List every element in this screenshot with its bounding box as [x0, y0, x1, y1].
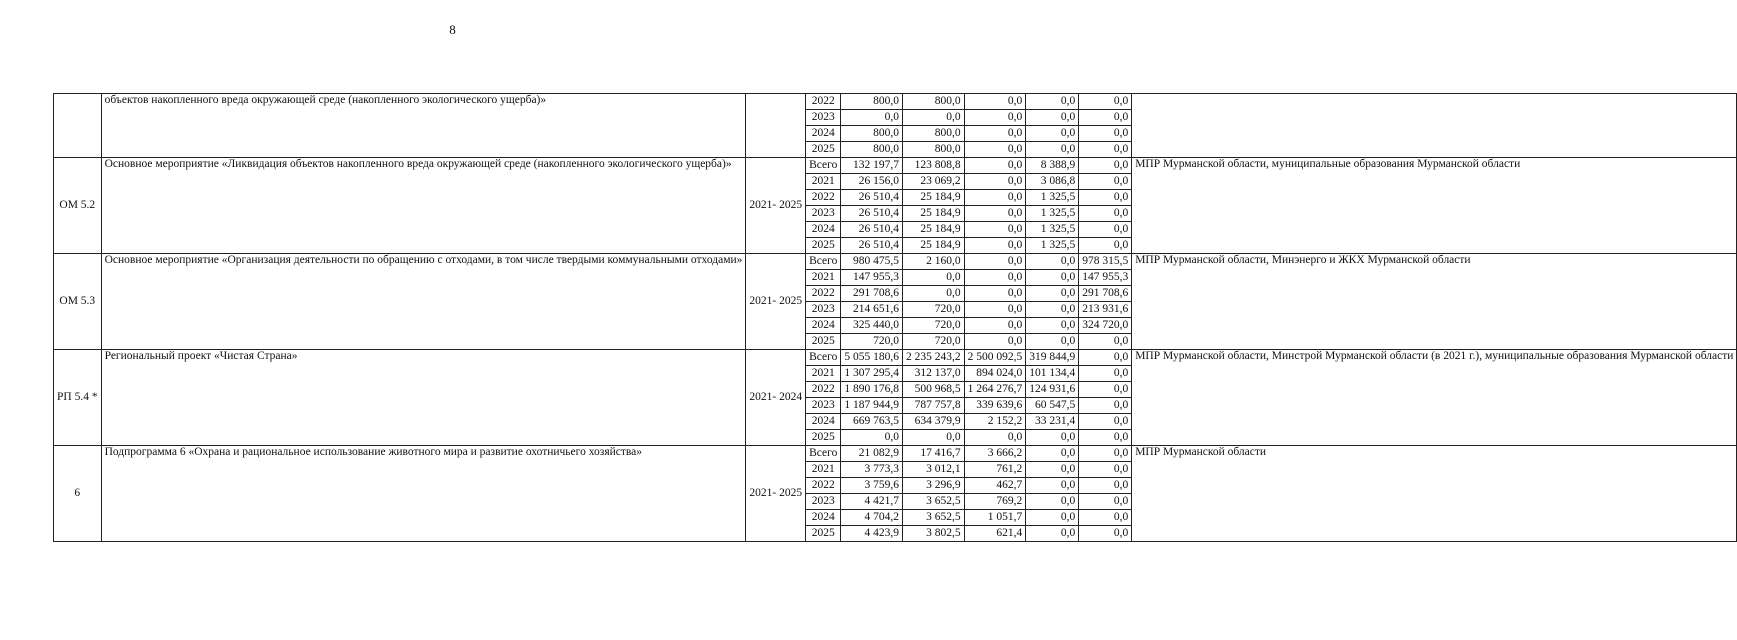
year-cell: 2025: [806, 334, 841, 350]
local-budget-value: 0,0: [1026, 478, 1079, 494]
other-sources-value: 0,0: [1079, 462, 1132, 478]
federal-budget-value: 23 069,2: [902, 174, 964, 190]
local-budget-value: 0,0: [1026, 286, 1079, 302]
federal-budget-value: 25 184,9: [902, 238, 964, 254]
local-budget-value: 0,0: [1026, 254, 1079, 270]
year-cell: Всего: [806, 254, 841, 270]
regional-budget-value: 0,0: [964, 286, 1026, 302]
total-value: 800,0: [841, 94, 903, 110]
federal-budget-value: 720,0: [902, 334, 964, 350]
year-cell: Всего: [806, 446, 841, 462]
other-sources-value: 0,0: [1079, 126, 1132, 142]
regional-budget-value: 462,7: [964, 478, 1026, 494]
total-value: 5 055 180,6: [841, 350, 903, 366]
other-sources-value: 0,0: [1079, 158, 1132, 174]
local-budget-value: 3 086,8: [1026, 174, 1079, 190]
other-sources-value: 0,0: [1079, 446, 1132, 462]
total-value: 4 423,9: [841, 526, 903, 542]
total-value: 26 510,4: [841, 222, 903, 238]
local-budget-value: 60 547,5: [1026, 398, 1079, 414]
federal-budget-value: 3 652,5: [902, 494, 964, 510]
year-cell: 2022: [806, 190, 841, 206]
regional-budget-value: 0,0: [964, 110, 1026, 126]
total-value: 980 475,5: [841, 254, 903, 270]
year-cell: 2023: [806, 302, 841, 318]
local-budget-value: 101 134,4: [1026, 366, 1079, 382]
year-cell: 2025: [806, 142, 841, 158]
year-cell: 2022: [806, 382, 841, 398]
implementation-period: 2021- 2025: [746, 158, 806, 254]
other-sources-value: 291 708,6: [1079, 286, 1132, 302]
regional-budget-value: 0,0: [964, 222, 1026, 238]
total-value: 800,0: [841, 142, 903, 158]
local-budget-value: 0,0: [1026, 126, 1079, 142]
local-budget-value: 0,0: [1026, 318, 1079, 334]
measure-code: 6: [54, 446, 102, 542]
federal-budget-value: 800,0: [902, 94, 964, 110]
local-budget-value: 0,0: [1026, 430, 1079, 446]
federal-budget-value: 0,0: [902, 110, 964, 126]
other-sources-value: 0,0: [1079, 142, 1132, 158]
local-budget-value: 0,0: [1026, 462, 1079, 478]
executor: МПР Мурманской области, муниципальные образования Мурманской области: [1132, 158, 1737, 254]
federal-budget-value: 17 416,7: [902, 446, 964, 462]
regional-budget-value: 0,0: [964, 302, 1026, 318]
other-sources-value: 147 955,3: [1079, 270, 1132, 286]
regional-budget-value: 0,0: [964, 174, 1026, 190]
regional-budget-value: 0,0: [964, 238, 1026, 254]
federal-budget-value: 800,0: [902, 142, 964, 158]
federal-budget-value: 634 379,9: [902, 414, 964, 430]
total-value: 26 510,4: [841, 190, 903, 206]
year-cell: 2024: [806, 318, 841, 334]
other-sources-value: 0,0: [1079, 350, 1132, 366]
local-budget-value: 0,0: [1026, 302, 1079, 318]
regional-budget-value: 0,0: [964, 126, 1026, 142]
year-cell: 2023: [806, 494, 841, 510]
total-value: 800,0: [841, 126, 903, 142]
total-value: 132 197,7: [841, 158, 903, 174]
other-sources-value: 0,0: [1079, 414, 1132, 430]
federal-budget-value: 720,0: [902, 318, 964, 334]
other-sources-value: 0,0: [1079, 430, 1132, 446]
year-cell: 2022: [806, 94, 841, 110]
regional-budget-value: 0,0: [964, 270, 1026, 286]
other-sources-value: 213 931,6: [1079, 302, 1132, 318]
measure-code: [54, 94, 102, 158]
local-budget-value: 0,0: [1026, 510, 1079, 526]
regional-budget-value: 339 639,6: [964, 398, 1026, 414]
regional-budget-value: 769,2: [964, 494, 1026, 510]
other-sources-value: 0,0: [1079, 510, 1132, 526]
year-cell: 2025: [806, 526, 841, 542]
measure-name: Подпрограмма 6 «Охрана и рациональное использование животного мира и развитие охотничьего хозяйства»: [101, 446, 746, 542]
other-sources-value: 0,0: [1079, 334, 1132, 350]
executor: МПР Мурманской области, Минстрой Мурманской области (в 2021 г.), муниципальные образования Мурманской области: [1132, 350, 1737, 446]
other-sources-value: 0,0: [1079, 526, 1132, 542]
local-budget-value: 1 325,5: [1026, 238, 1079, 254]
federal-budget-value: 123 808,8: [902, 158, 964, 174]
federal-budget-value: 787 757,8: [902, 398, 964, 414]
regional-budget-value: 621,4: [964, 526, 1026, 542]
executor: МПР Мурманской области, Минэнерго и ЖКХ Мурманской области: [1132, 254, 1737, 350]
federal-budget-value: 25 184,9: [902, 222, 964, 238]
other-sources-value: 0,0: [1079, 366, 1132, 382]
measure-code: РП 5.4 *: [54, 350, 102, 446]
implementation-period: 2021- 2025: [746, 446, 806, 542]
total-value: 4 421,7: [841, 494, 903, 510]
federal-budget-value: 25 184,9: [902, 206, 964, 222]
implementation-period: 2021- 2025: [746, 254, 806, 350]
year-cell: 2023: [806, 110, 841, 126]
implementation-period: 2021- 2024: [746, 350, 806, 446]
other-sources-value: 0,0: [1079, 398, 1132, 414]
federal-budget-value: 2 235 243,2: [902, 350, 964, 366]
local-budget-value: 0,0: [1026, 94, 1079, 110]
total-value: 1 890 176,8: [841, 382, 903, 398]
page-number: 8: [449, 22, 456, 37]
measure-name: Основное мероприятие «Организация деятельности по обращению с отходами, в том числе твердыми коммунальными отходами»: [101, 254, 746, 350]
total-value: 0,0: [841, 110, 903, 126]
other-sources-value: 0,0: [1079, 174, 1132, 190]
year-cell: 2021: [806, 270, 841, 286]
year-cell: 2021: [806, 462, 841, 478]
federal-budget-value: 500 968,5: [902, 382, 964, 398]
other-sources-value: 324 720,0: [1079, 318, 1132, 334]
regional-budget-value: 2 500 092,5: [964, 350, 1026, 366]
year-cell: 2024: [806, 222, 841, 238]
total-value: 0,0: [841, 430, 903, 446]
total-value: 26 510,4: [841, 238, 903, 254]
total-value: 26 510,4: [841, 206, 903, 222]
other-sources-value: 0,0: [1079, 238, 1132, 254]
table-row: [54, 254, 1737, 270]
regional-budget-value: 2 152,2: [964, 414, 1026, 430]
local-budget-value: 0,0: [1026, 270, 1079, 286]
federal-budget-value: 3 296,9: [902, 478, 964, 494]
total-value: 1 187 944,9: [841, 398, 903, 414]
other-sources-value: 0,0: [1079, 94, 1132, 110]
regional-budget-value: 3 666,2: [964, 446, 1026, 462]
local-budget-value: 1 325,5: [1026, 190, 1079, 206]
federal-budget-value: 3 652,5: [902, 510, 964, 526]
measure-name: Региональный проект «Чистая Страна»: [101, 350, 746, 446]
regional-budget-value: 0,0: [964, 158, 1026, 174]
year-cell: 2023: [806, 206, 841, 222]
local-budget-value: 1 325,5: [1026, 222, 1079, 238]
other-sources-value: 978 315,5: [1079, 254, 1132, 270]
total-value: 1 307 295,4: [841, 366, 903, 382]
table-row: [54, 350, 1737, 366]
regional-budget-value: 0,0: [964, 94, 1026, 110]
local-budget-value: 0,0: [1026, 110, 1079, 126]
total-value: 214 651,6: [841, 302, 903, 318]
federal-budget-value: 312 137,0: [902, 366, 964, 382]
regional-budget-value: 1 051,7: [964, 510, 1026, 526]
federal-budget-value: 0,0: [902, 270, 964, 286]
measure-code: ОМ 5.3: [54, 254, 102, 350]
federal-budget-value: 3 012,1: [902, 462, 964, 478]
other-sources-value: 0,0: [1079, 110, 1132, 126]
year-cell: 2024: [806, 126, 841, 142]
local-budget-value: 124 931,6: [1026, 382, 1079, 398]
total-value: 720,0: [841, 334, 903, 350]
local-budget-value: 33 231,4: [1026, 414, 1079, 430]
other-sources-value: 0,0: [1079, 382, 1132, 398]
other-sources-value: 0,0: [1079, 206, 1132, 222]
federal-budget-value: 2 160,0: [902, 254, 964, 270]
federal-budget-value: 0,0: [902, 430, 964, 446]
federal-budget-value: 720,0: [902, 302, 964, 318]
federal-budget-value: 3 802,5: [902, 526, 964, 542]
regional-budget-value: 761,2: [964, 462, 1026, 478]
regional-budget-value: 0,0: [964, 334, 1026, 350]
year-cell: 2025: [806, 430, 841, 446]
total-value: 147 955,3: [841, 270, 903, 286]
total-value: 325 440,0: [841, 318, 903, 334]
total-value: 21 082,9: [841, 446, 903, 462]
table-row: [54, 94, 1737, 110]
measure-name: объектов накопленного вреда окружающей среде (накопленного экологического ущерба)»: [101, 94, 746, 158]
regional-budget-value: 0,0: [964, 142, 1026, 158]
federal-budget-value: 800,0: [902, 126, 964, 142]
total-value: 4 704,2: [841, 510, 903, 526]
budget-table: [53, 93, 1737, 542]
regional-budget-value: 0,0: [964, 254, 1026, 270]
total-value: 291 708,6: [841, 286, 903, 302]
other-sources-value: 0,0: [1079, 494, 1132, 510]
implementation-period: [746, 94, 806, 158]
year-cell: Всего: [806, 158, 841, 174]
measure-name: Основное мероприятие «Ликвидация объектов накопленного вреда окружающей среде (накопленного экологического ущерба)»: [101, 158, 746, 254]
regional-budget-value: 1 264 276,7: [964, 382, 1026, 398]
year-cell: 2021: [806, 174, 841, 190]
local-budget-value: 8 388,9: [1026, 158, 1079, 174]
year-cell: 2025: [806, 238, 841, 254]
local-budget-value: 1 325,5: [1026, 206, 1079, 222]
local-budget-value: 0,0: [1026, 142, 1079, 158]
other-sources-value: 0,0: [1079, 190, 1132, 206]
other-sources-value: 0,0: [1079, 222, 1132, 238]
year-cell: 2024: [806, 510, 841, 526]
table-row: [54, 158, 1737, 174]
other-sources-value: 0,0: [1079, 478, 1132, 494]
year-cell: 2024: [806, 414, 841, 430]
year-cell: 2021: [806, 366, 841, 382]
year-cell: 2022: [806, 478, 841, 494]
year-cell: 2022: [806, 286, 841, 302]
total-value: 669 763,5: [841, 414, 903, 430]
total-value: 26 156,0: [841, 174, 903, 190]
local-budget-value: 319 844,9: [1026, 350, 1079, 366]
regional-budget-value: 0,0: [964, 190, 1026, 206]
executor: МПР Мурманской области: [1132, 446, 1737, 542]
regional-budget-value: 0,0: [964, 430, 1026, 446]
executor: [1132, 94, 1737, 158]
total-value: 3 759,6: [841, 478, 903, 494]
federal-budget-value: 0,0: [902, 286, 964, 302]
local-budget-value: 0,0: [1026, 494, 1079, 510]
regional-budget-value: 894 024,0: [964, 366, 1026, 382]
table-row: [54, 446, 1737, 462]
regional-budget-value: 0,0: [964, 206, 1026, 222]
federal-budget-value: 25 184,9: [902, 190, 964, 206]
local-budget-value: 0,0: [1026, 446, 1079, 462]
year-cell: Всего: [806, 350, 841, 366]
year-cell: 2023: [806, 398, 841, 414]
local-budget-value: 0,0: [1026, 334, 1079, 350]
regional-budget-value: 0,0: [964, 318, 1026, 334]
local-budget-value: 0,0: [1026, 526, 1079, 542]
measure-code: ОМ 5.2: [54, 158, 102, 254]
total-value: 3 773,3: [841, 462, 903, 478]
